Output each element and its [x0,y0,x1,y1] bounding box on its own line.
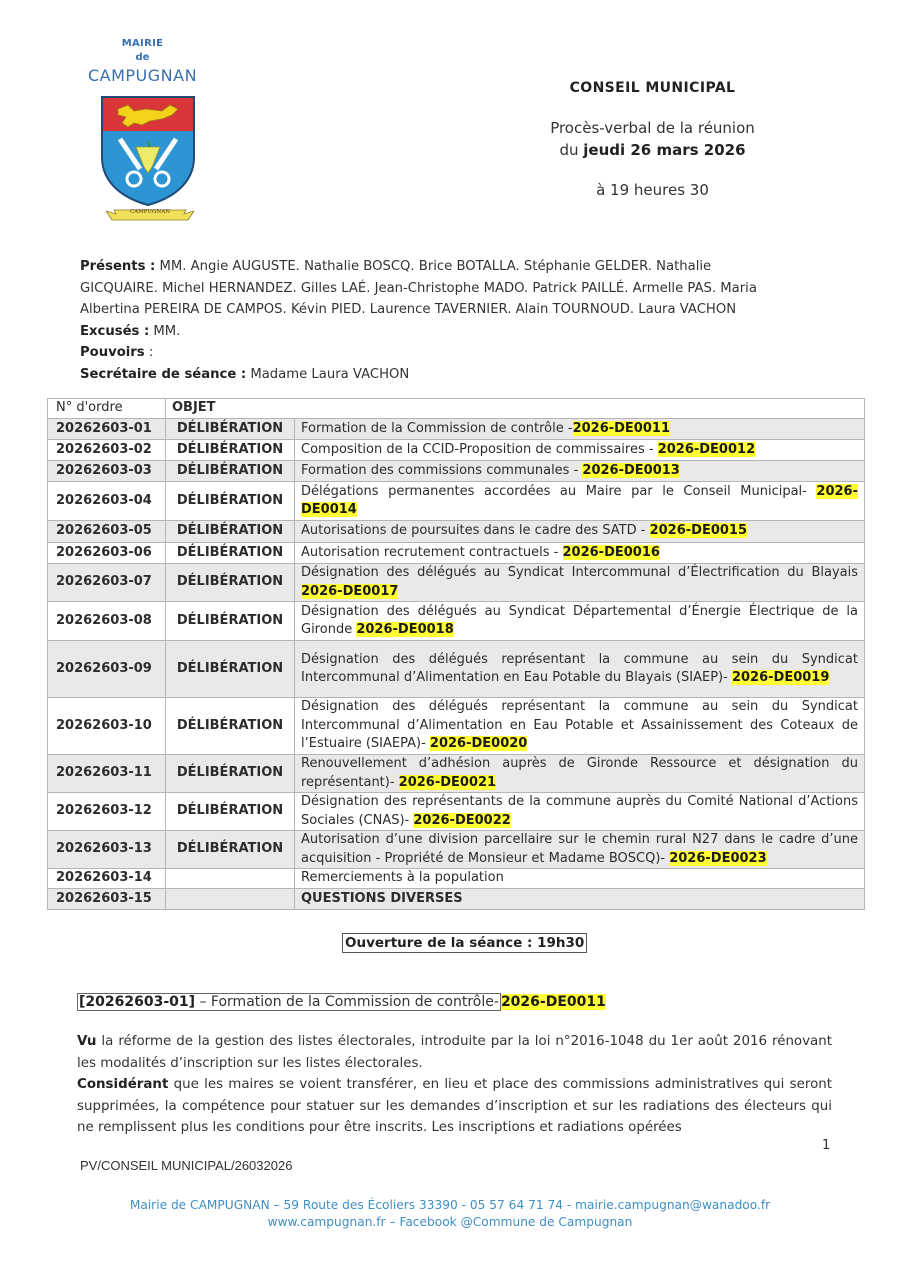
table-row [48,698,865,755]
document-subtitle: Procès-verbal de la réunion [550,119,755,137]
excuses-line [80,321,860,343]
agenda-table [47,398,865,910]
row-number: 20262603-03 [48,461,166,482]
row-type: DÉLIBÉRATION [166,521,295,543]
row-number: 20262603-01 [48,419,166,440]
section-heading [77,992,606,1012]
row-object [295,755,865,793]
row-object [295,440,865,461]
attendance-block [80,256,860,385]
row-text: Désignation des délégués représentant la commune au sein du Syndicat Intercommunal d’Alimentation en Eau Potable du Blayais (SIAEP)- [301,651,858,685]
row-text: Délégations permanentes accordées au Maire par le Conseil Municipal- [301,483,817,499]
deliberation-ref-badge: 2026-DE0015 [649,523,748,539]
logo-mairie-text: MAIRIE [121,38,164,49]
row-object [295,793,865,831]
row-number: 20262603-05 [48,521,166,543]
presents-line-3: Albertina PEREIRA DE CAMPOS. Kévin PIED. Laurence TAVERNIER. Alain TOURNOUD. Laura VACHON [80,302,737,317]
date-value: jeudi 26 mars 2026 [583,141,746,159]
pouvoirs-value: : [144,345,154,360]
row-object: Remerciements à la population [295,869,865,889]
pouvoirs-label: Pouvoirs [80,345,145,360]
table-row [48,869,865,889]
logo-de-text: de [135,52,150,63]
table-row [48,793,865,831]
table-row [48,419,865,440]
row-type: DÉLIBÉRATION [166,602,295,641]
date-prefix: du [559,141,584,159]
row-type: DÉLIBÉRATION [166,793,295,831]
row-text: Désignation des délégués au Syndicat Départemental d’Énergie Électrique de la Gironde [301,603,858,637]
row-object [295,482,865,521]
row-text: Désignation des délégués représentant la commune au sein du Syndicat Intercommunal d’Alimentation en Eau Potable et Assainissement des Coteaux de l’Estuaire (SIAEPA)- [301,699,858,752]
row-text: Renouvellement d’adhésion auprès de Gironde Ressource et désignation du représentant)- [301,756,858,790]
paragraph-considerant [77,1074,832,1139]
row-text: Autorisation d’une division parcellaire sur le chemin rural N27 dans le cadre d’une acquisition - Propriété de Monsieur et Madame BOSCQ)- [301,832,858,866]
row-type: DÉLIBÉRATION [166,482,295,521]
row-object [295,461,865,482]
row-number: 20262603-08 [48,602,166,641]
row-type: DÉLIBÉRATION [166,564,295,602]
row-number: 20262603-11 [48,755,166,793]
session-opening-label: Ouverture de la séance : 19h30 [342,933,587,953]
row-number: 20262603-13 [48,831,166,869]
row-text: Composition de la CCID-Proposition de commissaires - [301,441,658,457]
row-object [295,419,865,440]
row-text: Désignation des délégués au Syndicat Intercommunal d’Électrification du Blayais [301,565,858,580]
document-reference: PV/CONSEIL MUNICIPAL/26032026 [80,1158,293,1173]
deliberation-ref-badge: 2026-DE0023 [669,850,767,866]
meeting-date [500,141,805,159]
secretaire-value: Madame Laura VACHON [246,366,410,382]
table-row [48,831,865,869]
table-row [48,641,865,698]
table-row [48,482,865,521]
row-number: 20262603-15 [48,889,166,910]
deliberation-ref-badge: 2026-DE0016 [562,544,660,560]
document-title: CONSEIL MUNICIPAL [569,80,736,96]
logo-town-name: CAMPUGNAN [87,66,198,85]
pouvoirs-line [80,342,860,364]
row-number: 20262603-07 [48,564,166,602]
deliberation-ref-badge: 2026-DE0017 [301,583,399,599]
row-object [295,521,865,543]
row-object: QUESTIONS DIVERSES [295,889,865,910]
row-type: DÉLIBÉRATION [166,419,295,440]
table-row [48,521,865,543]
meeting-time: à 19 heures 30 [596,181,709,199]
header-object: OBJET [166,399,865,419]
table-row [48,602,865,641]
row-object [295,602,865,641]
deliberation-ref-badge: 2026-DE0019 [731,670,830,685]
row-type [166,889,295,910]
deliberation-ref-badge: 2026-DE0011 [572,420,670,436]
footer-contact-line-1: Mairie de CAMPUGNAN – 59 Route des Écoliers 33390 - 05 57 64 71 74 - mairie.campugnan@wanadoo.fr [129,1198,771,1212]
deliberation-ref-badge: 2026-DE0018 [356,622,454,637]
page-number: 1 [822,1138,831,1153]
footer-contact-line-2: www.campugnan.fr – Facebook @Commune de Campugnan [267,1215,633,1229]
section-title: – Formation de la Commission de contrôle- [195,994,499,1010]
row-type: DÉLIBÉRATION [166,698,295,755]
secretaire-line [80,364,860,386]
table-row [48,564,865,602]
row-number: 20262603-09 [48,641,166,698]
presents-label: Présents : [80,259,156,274]
row-type: DÉLIBÉRATION [166,755,295,793]
excuses-label: Excusés : [80,323,150,339]
logo-ribbon-text: CAMPUGNAN [129,209,171,215]
table-row [48,755,865,793]
deliberation-ref-badge: 2026-DE0011 [500,994,606,1010]
row-number: 20262603-04 [48,482,166,521]
row-text: Formation des commissions communales - [301,462,583,478]
paragraph-vu [77,1031,832,1074]
row-number: 20262603-06 [48,543,166,564]
row-text: Désignation des représentants de la commune auprès du Comité National d’Actions Sociales (CNAS)- [301,794,858,828]
row-number: 20262603-10 [48,698,166,755]
row-number: 20262603-02 [48,440,166,461]
row-type: DÉLIBÉRATION [166,440,295,461]
row-type: DÉLIBÉRATION [166,543,295,564]
agenda-header-row [48,399,865,419]
deliberation-ref-badge: 2026-DE0020 [429,736,528,752]
vu-label: Vu [77,1034,97,1049]
deliberation-ref-badge: 2026-DE0014 [301,483,858,517]
deliberation-ref-badge: 2026-DE0012 [657,441,756,457]
secretaire-label: Secrétaire de séance : [80,366,247,382]
row-object [295,564,865,602]
table-row [48,461,865,482]
table-row [48,543,865,564]
row-text: Autorisations de poursuites dans le cadre des SATD - [301,523,650,539]
row-type: DÉLIBÉRATION [166,831,295,869]
deliberation-ref-badge: 2026-DE0021 [398,774,497,790]
section-heading-box [77,993,501,1011]
row-text: Formation de la Commission de contrôle - [301,420,573,436]
table-row [48,889,865,910]
section-body [77,1031,832,1139]
row-type: DÉLIBÉRATION [166,641,295,698]
deliberation-ref-badge: 2026-DE0013 [582,462,680,478]
row-object [295,698,865,755]
presents-names-1: MM. Angie AUGUSTE. Nathalie BOSCQ. Brice BOTALLA. Stéphanie GELDER. Nathalie [155,259,712,274]
row-text: Autorisation recrutement contractuels - [301,544,563,560]
coat-of-arms-icon [100,95,196,207]
section-number: [20262603-01] [79,994,196,1010]
considerant-text: que les maires se voient transférer, en lieu et place des commissions administratives qui seront supprimées, la compétence pour statuer sur les demandes d’inscription et sur les radiations des électeurs qui ne remplissent plus les conditions pour être inscrits. Les inscriptions et radiations opérées [77,1077,832,1135]
header-order: N° d'ordre [48,399,166,419]
row-number: 20262603-14 [48,869,166,889]
excuses-value: MM. [149,323,181,339]
row-object [295,831,865,869]
vu-text: la réforme de la gestion des listes électorales, introduite par la loi n°2016-1048 du 1er août 2016 rénovant les modalités d’inscription sur les listes électorales. [77,1034,832,1071]
row-number: 20262603-12 [48,793,166,831]
considerant-label: Considérant [77,1077,169,1092]
row-object [295,543,865,564]
deliberation-ref-badge: 2026-DE0022 [413,812,511,828]
presents-line-2: GICQUAIRE. Michel HERNANDEZ. Gilles LAÉ. Jean-Christophe MADO. Patrick PAILLÉ. Armelle PAS. Maria [80,280,757,296]
table-row [48,440,865,461]
row-type: DÉLIBÉRATION [166,461,295,482]
row-type [166,869,295,889]
presents-line-1 [80,256,860,278]
row-object [295,641,865,698]
